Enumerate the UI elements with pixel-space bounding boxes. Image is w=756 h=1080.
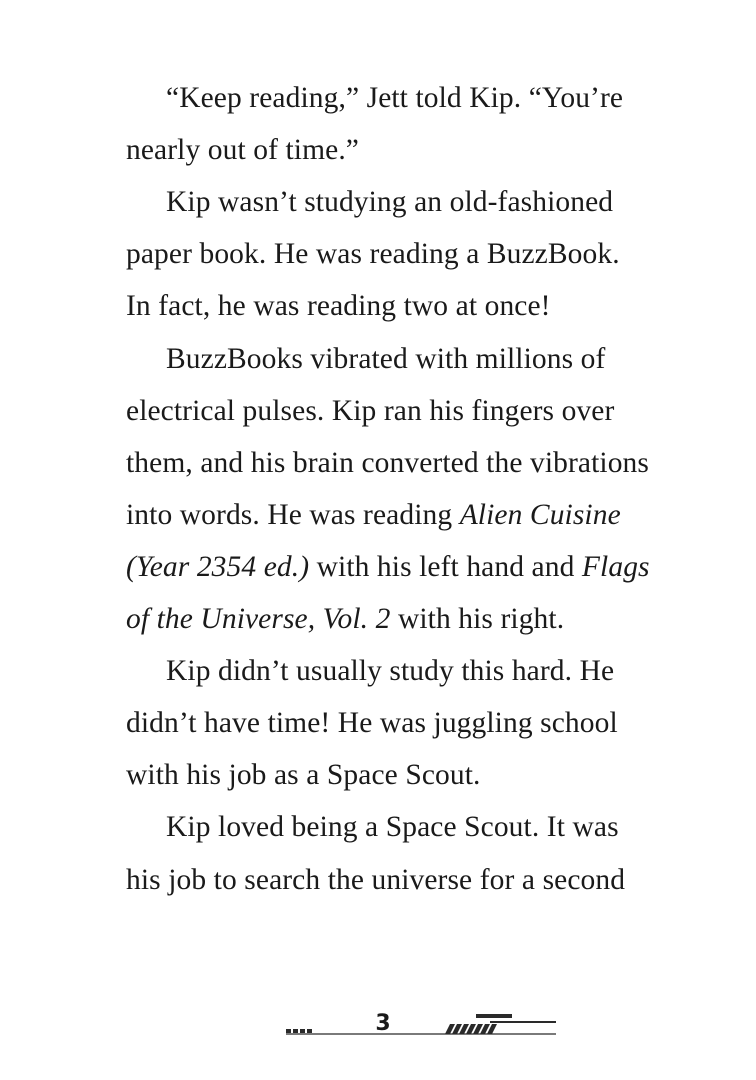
italic-title: Flags <box>581 550 650 583</box>
text-line <box>126 697 618 749</box>
italic-title: of the Universe, Vol. 2 <box>126 603 391 635</box>
text-run: didn’t have time! He was juggling school <box>126 707 618 740</box>
text-run: Kip loved being a Space Scout. It was <box>166 811 619 844</box>
text-line <box>126 124 359 176</box>
text-run: with his job as a Space Scout. <box>126 759 481 792</box>
text-run: In fact, he was reading two at once! <box>126 290 551 323</box>
page-footer <box>0 1010 756 1050</box>
text-run: into words. He was reading <box>126 498 460 531</box>
text-line <box>126 854 625 906</box>
text-run: them, and his brain converted the vibrations <box>126 446 649 479</box>
text-line <box>126 280 551 332</box>
paragraph-first-line <box>166 801 619 853</box>
paragraph-first-line <box>166 72 623 124</box>
text-run: nearly out of time.” <box>126 134 360 167</box>
text-line <box>126 228 620 280</box>
text-run: with his right. <box>390 603 565 635</box>
text-run: Kip wasn’t studying an old-fashioned <box>166 186 614 219</box>
italic-title: (Year 2354 ed.) <box>126 550 310 583</box>
text-line <box>126 541 650 593</box>
italic-title: Alien Cuisine <box>459 498 621 531</box>
text-run: with his left hand and <box>309 550 582 583</box>
text-line <box>126 385 614 437</box>
footer-right-bars <box>445 1014 556 1034</box>
text-line <box>126 489 621 541</box>
page-number: 3 <box>375 1011 391 1036</box>
text-run: electrical pulses. Kip ran his fingers over <box>126 394 615 427</box>
text-run: BuzzBooks vibrated with millions of <box>166 342 606 375</box>
paragraph-first-line <box>166 176 613 228</box>
paragraph-first-line <box>166 333 605 385</box>
paragraph-first-line <box>166 645 614 697</box>
text-run: his job to search the universe for a second <box>126 863 626 896</box>
text-line <box>126 593 564 645</box>
text-run: “Keep reading,” Jett told Kip. “You’re <box>166 82 624 114</box>
text-line <box>126 749 481 801</box>
footer-ornament <box>280 1010 570 1050</box>
text-line <box>126 437 649 489</box>
text-run: Kip didn’t usually study this hard. He <box>166 655 615 688</box>
footer-left-dashes <box>286 1029 312 1033</box>
text-run: paper book. He was reading a BuzzBook. <box>126 238 620 271</box>
